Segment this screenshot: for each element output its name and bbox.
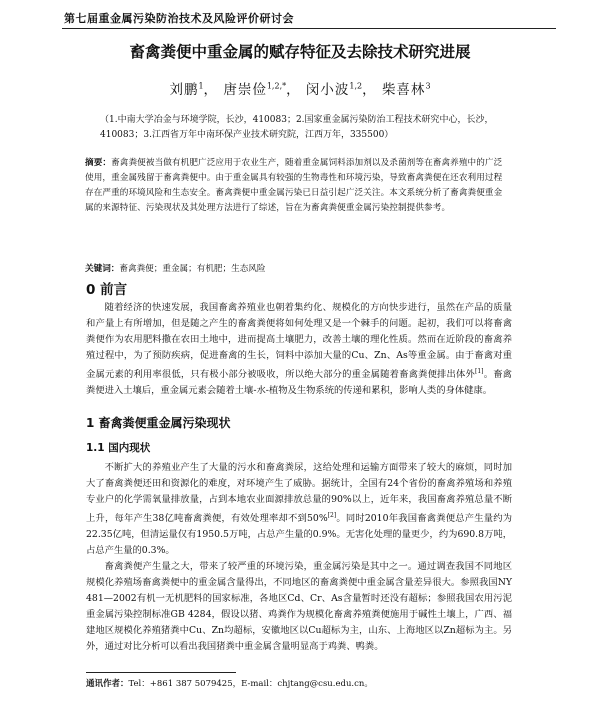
paragraph: 畜禽粪便产生量之大，带来了较严重的环境污染，重金属污染是其中之一。通过调查我国不同地区规模化养殖场畜禽粪便中的重金属含量得出，不同地区的畜禽粪便中重金属含量差异很大。参照我国NY 481—2002有机一无机肥料的国家标准，各地区Cd、Cr、As含量暂时还没有超标；参照我国农用污泥重金属污染控制标准GB 4284，假设以猪、鸡粪作为规模化畜禽养殖粪便施用于碱性土壤上，广西、福建地区规模化养殖猪粪中Cu、Zn均超标，安徽地区以Cu超标为主，山东、上海地区以Zn超标为主。另外，通过对比分析可以看出我国猪粪中重金属含量明显高于鸡粪、鸭粪。 bbox=[86, 561, 512, 653]
author: 刘鹏$^1$ bbox=[169, 81, 204, 98]
paper-title: 畜禽粪便中重金属的赋存特征及去除技术研究进展 bbox=[129, 43, 471, 61]
intro-paragraph: 随着经济的快速发展，我国畜禽养殖业也朝着集约化、规模化的方向快步进行，虽然在产品的质量和产量上有所增加，但是随之产生的畜禽粪便将如何处理又是一个棘手的问题。起初，我们可以将畜禽粪便作为农用肥料撒在农田土地中，进而提高土壤肥力，改善土壤的理化性质。然而在近阶段的畜禽养殖过程中，为了预防疾病，促进畜禽的生长，饲料中添加大量的Cu、Zn、As等重金属。由于畜禽对重金属元素的利用率很低，只有极小部分被吸收，所以绝大部分的重金属随着畜禽粪便排出体外[1]。畜禽粪便进入土壤后，重金属元素会随着土壤-水-植物及生物系统的传递和累积，影响人类的身体健康。 bbox=[86, 302, 512, 397]
footnote-tel: Tel：+861 387 5079425， bbox=[128, 679, 242, 689]
author-list: 刘鹏$^1$， 唐崇俭$^{1,2,*}$， 闵小波$^{1,2}$， 柴喜林$^3$ bbox=[169, 81, 431, 98]
footnote-email: E-mail：chjtang@csu.edu.cn。 bbox=[241, 679, 373, 689]
section-1-body bbox=[86, 460, 512, 655]
section-heading-1: 1 畜禽粪便重金属污染现状 bbox=[86, 416, 231, 430]
subsection-heading-1-1: 1.1 国内现状 bbox=[86, 442, 151, 454]
abstract bbox=[85, 156, 505, 216]
keywords bbox=[85, 262, 505, 276]
citation: [2] bbox=[327, 512, 337, 519]
keywords-text: 畜禽粪便；重金属；有机肥；生态风险 bbox=[119, 264, 266, 274]
header-rule bbox=[62, 28, 556, 29]
footnote-label: 通讯作者： bbox=[86, 679, 129, 689]
author: 柴喜林$^3$ bbox=[381, 81, 431, 98]
footnote-rule bbox=[86, 672, 236, 673]
abstract-label: 摘要： bbox=[85, 158, 112, 168]
keywords-label: 关键词： bbox=[85, 264, 120, 274]
abstract-text: 畜禽粪便被当做有机肥广泛应用于农业生产，随着重金属饲料添加剂以及杀菌剂等在畜禽养殖中的广泛使用，重金属残留于畜禽粪便中。由于重金属具有较强的生物毒性和环境污染，导致畜禽粪便在还农利用过程存在严重的环境风险和生态安全。畜禽粪便中重金属污染已日益引起广泛关注。本文系统分析了畜禽粪便重金属的来源特征、污染现状及其处理方法进行了综述，旨在为畜禽粪便重金属污染控制提供参考。 bbox=[85, 158, 503, 213]
affiliation: （1.中南大学冶金与环境学院，长沙，410083；2.国家重金属污染防治工程技术研究中心，长沙，410083；3.江西省万年中南环保产业技术研究院，江西万年，335500） bbox=[100, 115, 494, 140]
paragraph: 不断扩大的养殖业产生了大量的污水和畜禽粪尿，这给处理和运输方面带来了较大的麻烦，同时加大了畜禽粪便还田和资源化的难度，对环境产生了威胁。据统计，全国有24个省份的畜禽养殖场和养殖专业户的化学需氧量排放量，占到本地农业面源排放总量的90%以上，近年来，我国畜禽养殖总量不断上升，每年产生38亿吨畜禽粪便，有效处理率却不到50%[2]。同时2010年我国畜禽粪便总产生量约为22.35亿吨，但清运量仅有1950.5万吨，占总产生量的0.9%。无害化处理的量更少，约为690.8万吨，占总产生量的0.3%。 bbox=[86, 462, 512, 557]
author: 闵小波$^{1,2}$ bbox=[305, 81, 363, 98]
citation: [1] bbox=[475, 368, 484, 375]
author: 唐崇俭$^{1,2,*}$ bbox=[223, 81, 287, 98]
footnote bbox=[86, 678, 506, 690]
section-heading-intro: 0 前言 bbox=[86, 282, 128, 298]
running-header: 第七届重金属污染防治技术及风险评价研讨会 bbox=[64, 12, 294, 25]
